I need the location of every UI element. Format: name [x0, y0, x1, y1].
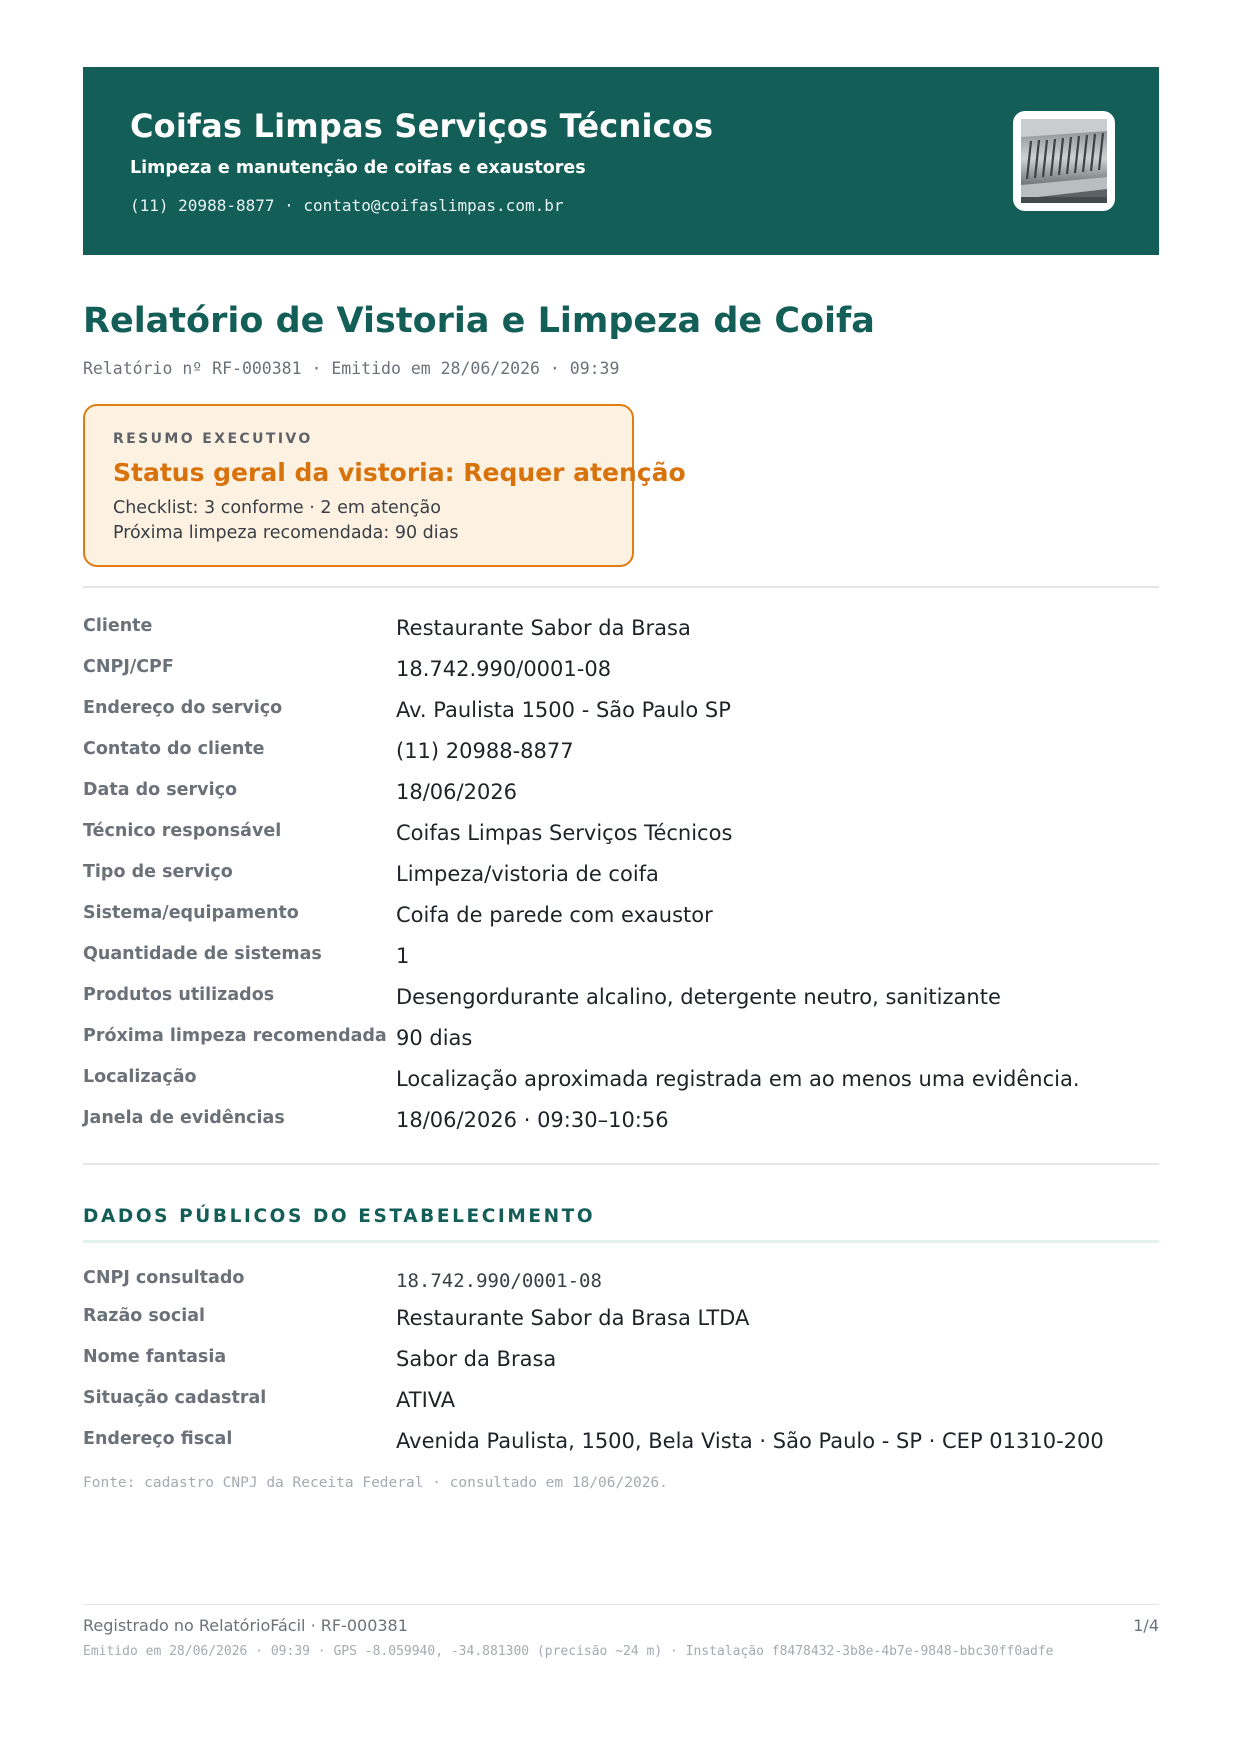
detail-label: Produtos utilizados: [83, 985, 275, 1005]
public-data-row: [83, 1306, 1159, 1342]
divider: [83, 586, 1159, 588]
detail-label: Sistema/equipamento: [83, 903, 299, 923]
public-data-row: [83, 1388, 1159, 1424]
detail-row: [83, 903, 1159, 939]
detail-label: Data do serviço: [83, 780, 237, 800]
detail-value: Localização aproximada registrada em ao menos uma evidência.: [396, 1067, 1080, 1091]
detail-row: [83, 1026, 1159, 1062]
detail-label: Quantidade de sistemas: [83, 944, 322, 964]
detail-label: Próxima limpeza recomendada: [83, 1026, 387, 1046]
detail-row: [83, 698, 1159, 734]
detail-value: Restaurante Sabor da Brasa: [396, 616, 691, 640]
summary-checklist: Checklist: 3 conforme · 2 em atenção: [113, 498, 441, 518]
detail-label: Endereço do serviço: [83, 698, 283, 718]
range-hood-photo-icon: [1021, 119, 1107, 203]
company-tagline: Limpeza e manutenção de coifas e exaustores: [130, 158, 586, 178]
detail-label: Contato do cliente: [83, 739, 265, 759]
company-name: Coifas Limpas Serviços Técnicos: [130, 107, 714, 145]
company-header: [83, 67, 1159, 255]
detail-row: [83, 1067, 1159, 1103]
report-title: Relatório de Vistoria e Limpeza de Coifa: [83, 301, 875, 341]
detail-row: [83, 985, 1159, 1021]
public-data-label: CNPJ consultado: [83, 1268, 245, 1288]
detail-row: [83, 616, 1159, 652]
detail-value: Desengordurante alcalino, detergente neutro, sanitizante: [396, 985, 1001, 1009]
public-data-section-title: DADOS PÚBLICOS DO ESTABELECIMENTO: [83, 1206, 596, 1227]
detail-row: [83, 862, 1159, 898]
section-underline: [83, 1240, 1159, 1243]
public-data-value: Avenida Paulista, 1500, Bela Vista · São Paulo - SP · CEP 01310-200: [396, 1429, 1104, 1453]
public-data-row: [83, 1429, 1159, 1465]
detail-value: 18/06/2026: [396, 780, 518, 804]
footer-registered: Registrado no RelatórioFácil · RF-000381: [83, 1616, 408, 1635]
public-data-value: Restaurante Sabor da Brasa LTDA: [396, 1306, 750, 1330]
public-data-label: Situação cadastral: [83, 1388, 267, 1408]
executive-summary-card: [83, 404, 686, 567]
public-data-row: [83, 1268, 1159, 1304]
detail-label: Localização: [83, 1067, 197, 1087]
detail-value: 90 dias: [396, 1026, 473, 1050]
divider: [83, 1163, 1159, 1165]
detail-row: [83, 944, 1159, 980]
summary-label: RESUMO EXECUTIVO: [113, 431, 313, 447]
detail-label: Cliente: [83, 616, 153, 636]
report-meta: Relatório nº RF-000381 · Emitido em 28/06/2026 · 09:39: [83, 359, 620, 378]
company-logo: [1013, 111, 1115, 211]
detail-value: Limpeza/vistoria de coifa: [396, 862, 659, 886]
detail-row: [83, 739, 1159, 775]
detail-label: Técnico responsável: [83, 821, 282, 841]
detail-value: Coifas Limpas Serviços Técnicos: [396, 821, 733, 845]
public-data-value: Sabor da Brasa: [396, 1347, 557, 1371]
public-data-value: 18.742.990/0001-08: [396, 1270, 602, 1292]
detail-value: Coifa de parede com exaustor: [396, 903, 713, 927]
detail-row: [83, 780, 1159, 816]
detail-value: Av. Paulista 1500 - São Paulo SP: [396, 698, 731, 722]
footer-divider: [83, 1604, 1159, 1605]
public-data-label: Endereço fiscal: [83, 1429, 233, 1449]
public-data-label: Nome fantasia: [83, 1347, 227, 1367]
detail-label: CNPJ/CPF: [83, 657, 174, 677]
summary-next-cleaning: Próxima limpeza recomendada: 90 dias: [113, 523, 459, 543]
detail-label: Janela de evidências: [83, 1108, 285, 1128]
summary-status: Status geral da vistoria: Requer atenção: [113, 458, 686, 487]
page-number: 1/4: [1133, 1616, 1159, 1635]
company-contact: (11) 20988-8877 · contato@coifaslimpas.com.br: [130, 196, 564, 215]
detail-value: (11) 20988-8877: [396, 739, 574, 763]
public-data-row: [83, 1347, 1159, 1383]
detail-row: [83, 821, 1159, 857]
detail-row: [83, 657, 1159, 693]
detail-value: 18.742.990/0001-08: [396, 657, 612, 681]
detail-label: Tipo de serviço: [83, 862, 233, 882]
source-note: Fonte: cadastro CNPJ da Receita Federal · consultado em 18/06/2026.: [83, 1475, 668, 1491]
footer-meta: Emitido em 28/06/2026 · 09:39 · GPS -8.059940, -34.881300 (precisão ~24 m) · Instalação f8478432-3b8e-4b7e-9848-bbc30ff0adfe: [83, 1644, 1054, 1659]
public-data-label: Razão social: [83, 1306, 206, 1326]
detail-value: 1: [396, 944, 410, 968]
public-data-value: ATIVA: [396, 1388, 456, 1412]
detail-row: [83, 1108, 1159, 1144]
detail-value: 18/06/2026 · 09:30–10:56: [396, 1108, 669, 1132]
